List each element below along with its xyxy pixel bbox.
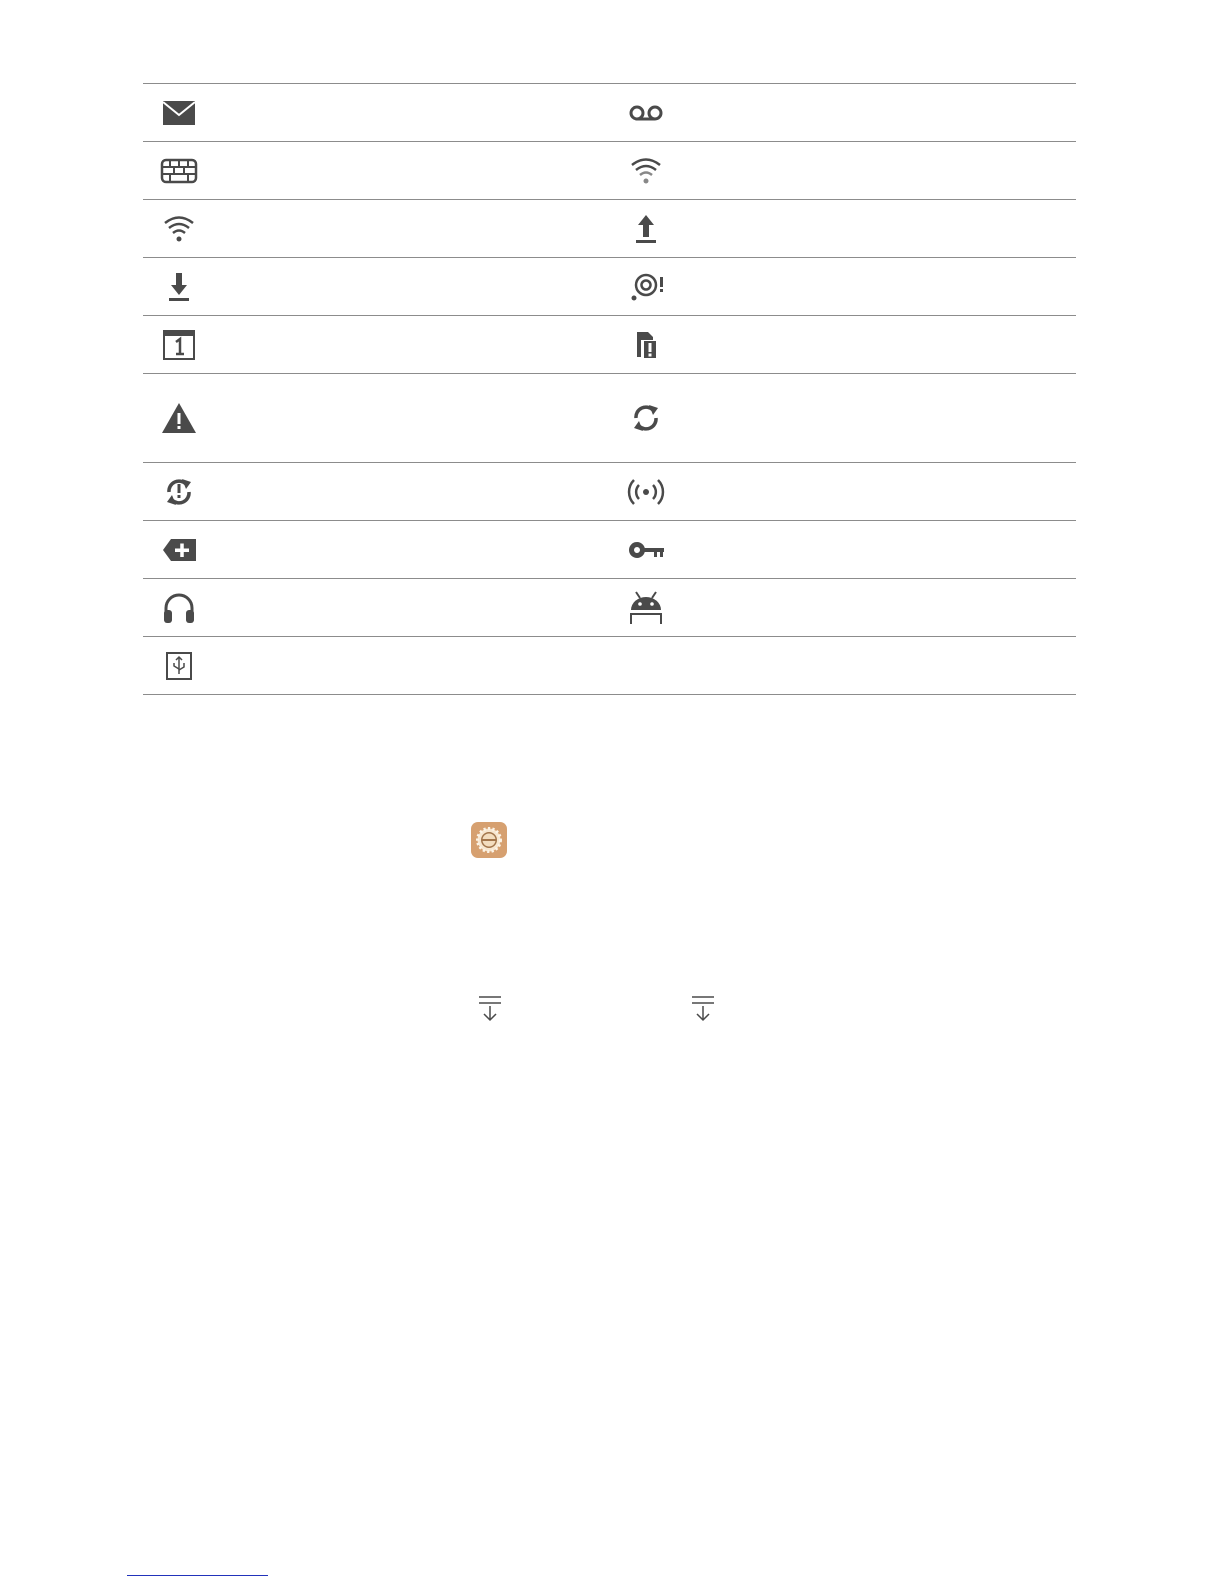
table-cell: [610, 374, 1076, 463]
table-cell: [610, 521, 1076, 579]
calendar-event-icon: [159, 327, 199, 363]
pulldown-icon: [690, 994, 716, 1024]
hotspot-icon: [626, 474, 666, 510]
table-cell: [143, 142, 610, 200]
table-cell: [610, 84, 1076, 142]
table-cell: [610, 258, 1076, 316]
gps-error-icon: [626, 269, 666, 305]
table-cell: [143, 258, 610, 316]
table-cell: [610, 200, 1076, 258]
table-row: [143, 637, 1076, 695]
table-cell: [610, 463, 1076, 521]
sync-failed-icon: [159, 474, 199, 510]
table-cell: [143, 316, 610, 374]
wifi-available-icon: [626, 153, 666, 189]
table-cell: [610, 316, 1076, 374]
warning-icon: [159, 400, 199, 436]
new-email-icon: [159, 95, 199, 131]
wifi-connected-icon: [159, 211, 199, 247]
usb-connected-icon: [159, 648, 199, 684]
downloading-icon: [159, 269, 199, 305]
pulldown-icon: [477, 994, 503, 1024]
table-row: [143, 142, 1076, 200]
syncing-icon: [626, 400, 666, 436]
table-row: [143, 579, 1076, 637]
table-cell: [143, 579, 610, 637]
sim-card-error-icon: [626, 327, 666, 363]
footnote-rule: [127, 1575, 268, 1576]
notification-icon-table: [143, 83, 1076, 695]
keyboard-icon: [159, 153, 199, 189]
vpn-key-icon: [626, 532, 666, 568]
settings-app-icon: [471, 822, 507, 858]
table-row: [143, 84, 1076, 142]
table-row: [143, 463, 1076, 521]
table-row: [143, 521, 1076, 579]
table-cell: [143, 374, 610, 463]
table-cell: [143, 521, 610, 579]
storage-full-icon: [159, 532, 199, 568]
table-cell-empty: [610, 637, 1076, 695]
table-cell: [610, 142, 1076, 200]
usb-debugging-icon: [626, 590, 666, 626]
table-cell: [610, 579, 1076, 637]
table-row: [143, 200, 1076, 258]
table-cell: [143, 463, 610, 521]
table-row: [143, 258, 1076, 316]
table-row: [143, 316, 1076, 374]
table-cell: [143, 84, 610, 142]
headset-icon: [159, 590, 199, 626]
table-cell: [143, 637, 610, 695]
uploading-icon: [626, 211, 666, 247]
voicemail-icon: [626, 95, 666, 131]
table-cell: [143, 200, 610, 258]
table-row: [143, 374, 1076, 463]
